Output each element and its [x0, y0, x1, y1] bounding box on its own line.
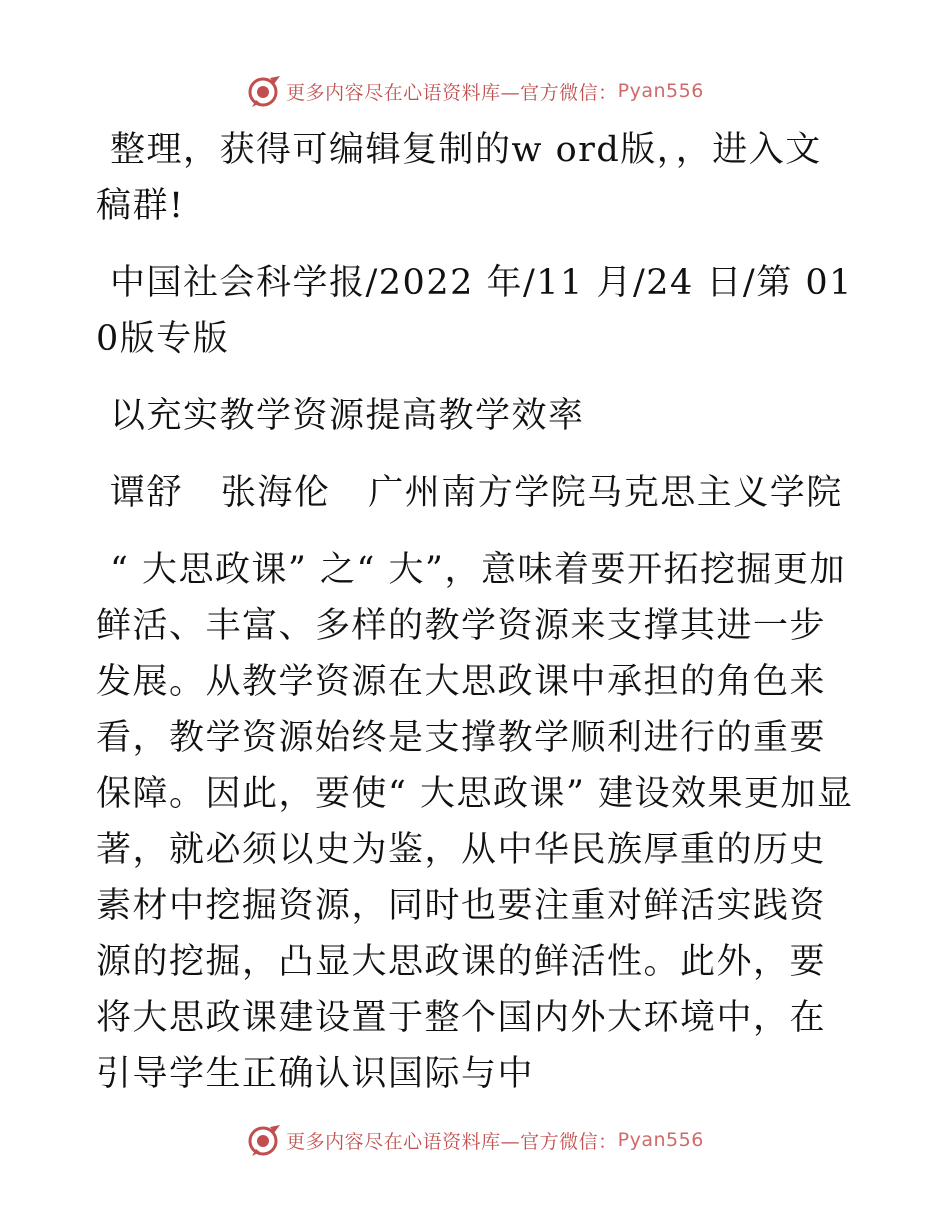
watermark-wechat-id: Pyan556	[617, 1129, 704, 1151]
document-body	[96, 122, 854, 1102]
watermark-wechat-id: Pyan556	[617, 80, 704, 102]
footer-watermark	[0, 1120, 950, 1160]
intro-paragraph: 整理，获得可编辑复制的w ord版，，进入文稿群!	[96, 130, 822, 226]
body-paragraph: “ 大思政课” 之“ 大”，意味着要开拓挖掘更加鲜活、丰富、多样的教学资源来支撑其进一步发展。从教学资源在大思政课中承担的角色来看，教学资源始终是支撑教学顺利进行的重要保障。因此，要使“ 大思政课” 建设效果更加显著，就必须以史为鉴，从中华民族厚重的历史素材中挖掘资源，同时也要注重对鲜活实践资源的挖掘，凸显大思政课的鲜活性。此外，要将大思政课建设置于整个国内外大环境中，在引导学生正确认识国际与中	[96, 550, 854, 1094]
header-watermark	[0, 71, 950, 111]
watermark-text: 更多内容尽在心语资料库—官方微信：	[286, 1130, 618, 1153]
article-title: 以充实教学资源提高教学效率	[110, 396, 585, 436]
author-line: 谭舒 张海伦 广州南方学院马克思主义学院	[110, 473, 843, 513]
watermark-text: 更多内容尽在心语资料库—官方微信：	[286, 81, 618, 104]
source-line: 中国社会科学报/2022 年/11 月/24 日/第 010版专版	[96, 263, 853, 359]
logo-icon	[246, 74, 282, 108]
logo-icon	[246, 1123, 282, 1157]
